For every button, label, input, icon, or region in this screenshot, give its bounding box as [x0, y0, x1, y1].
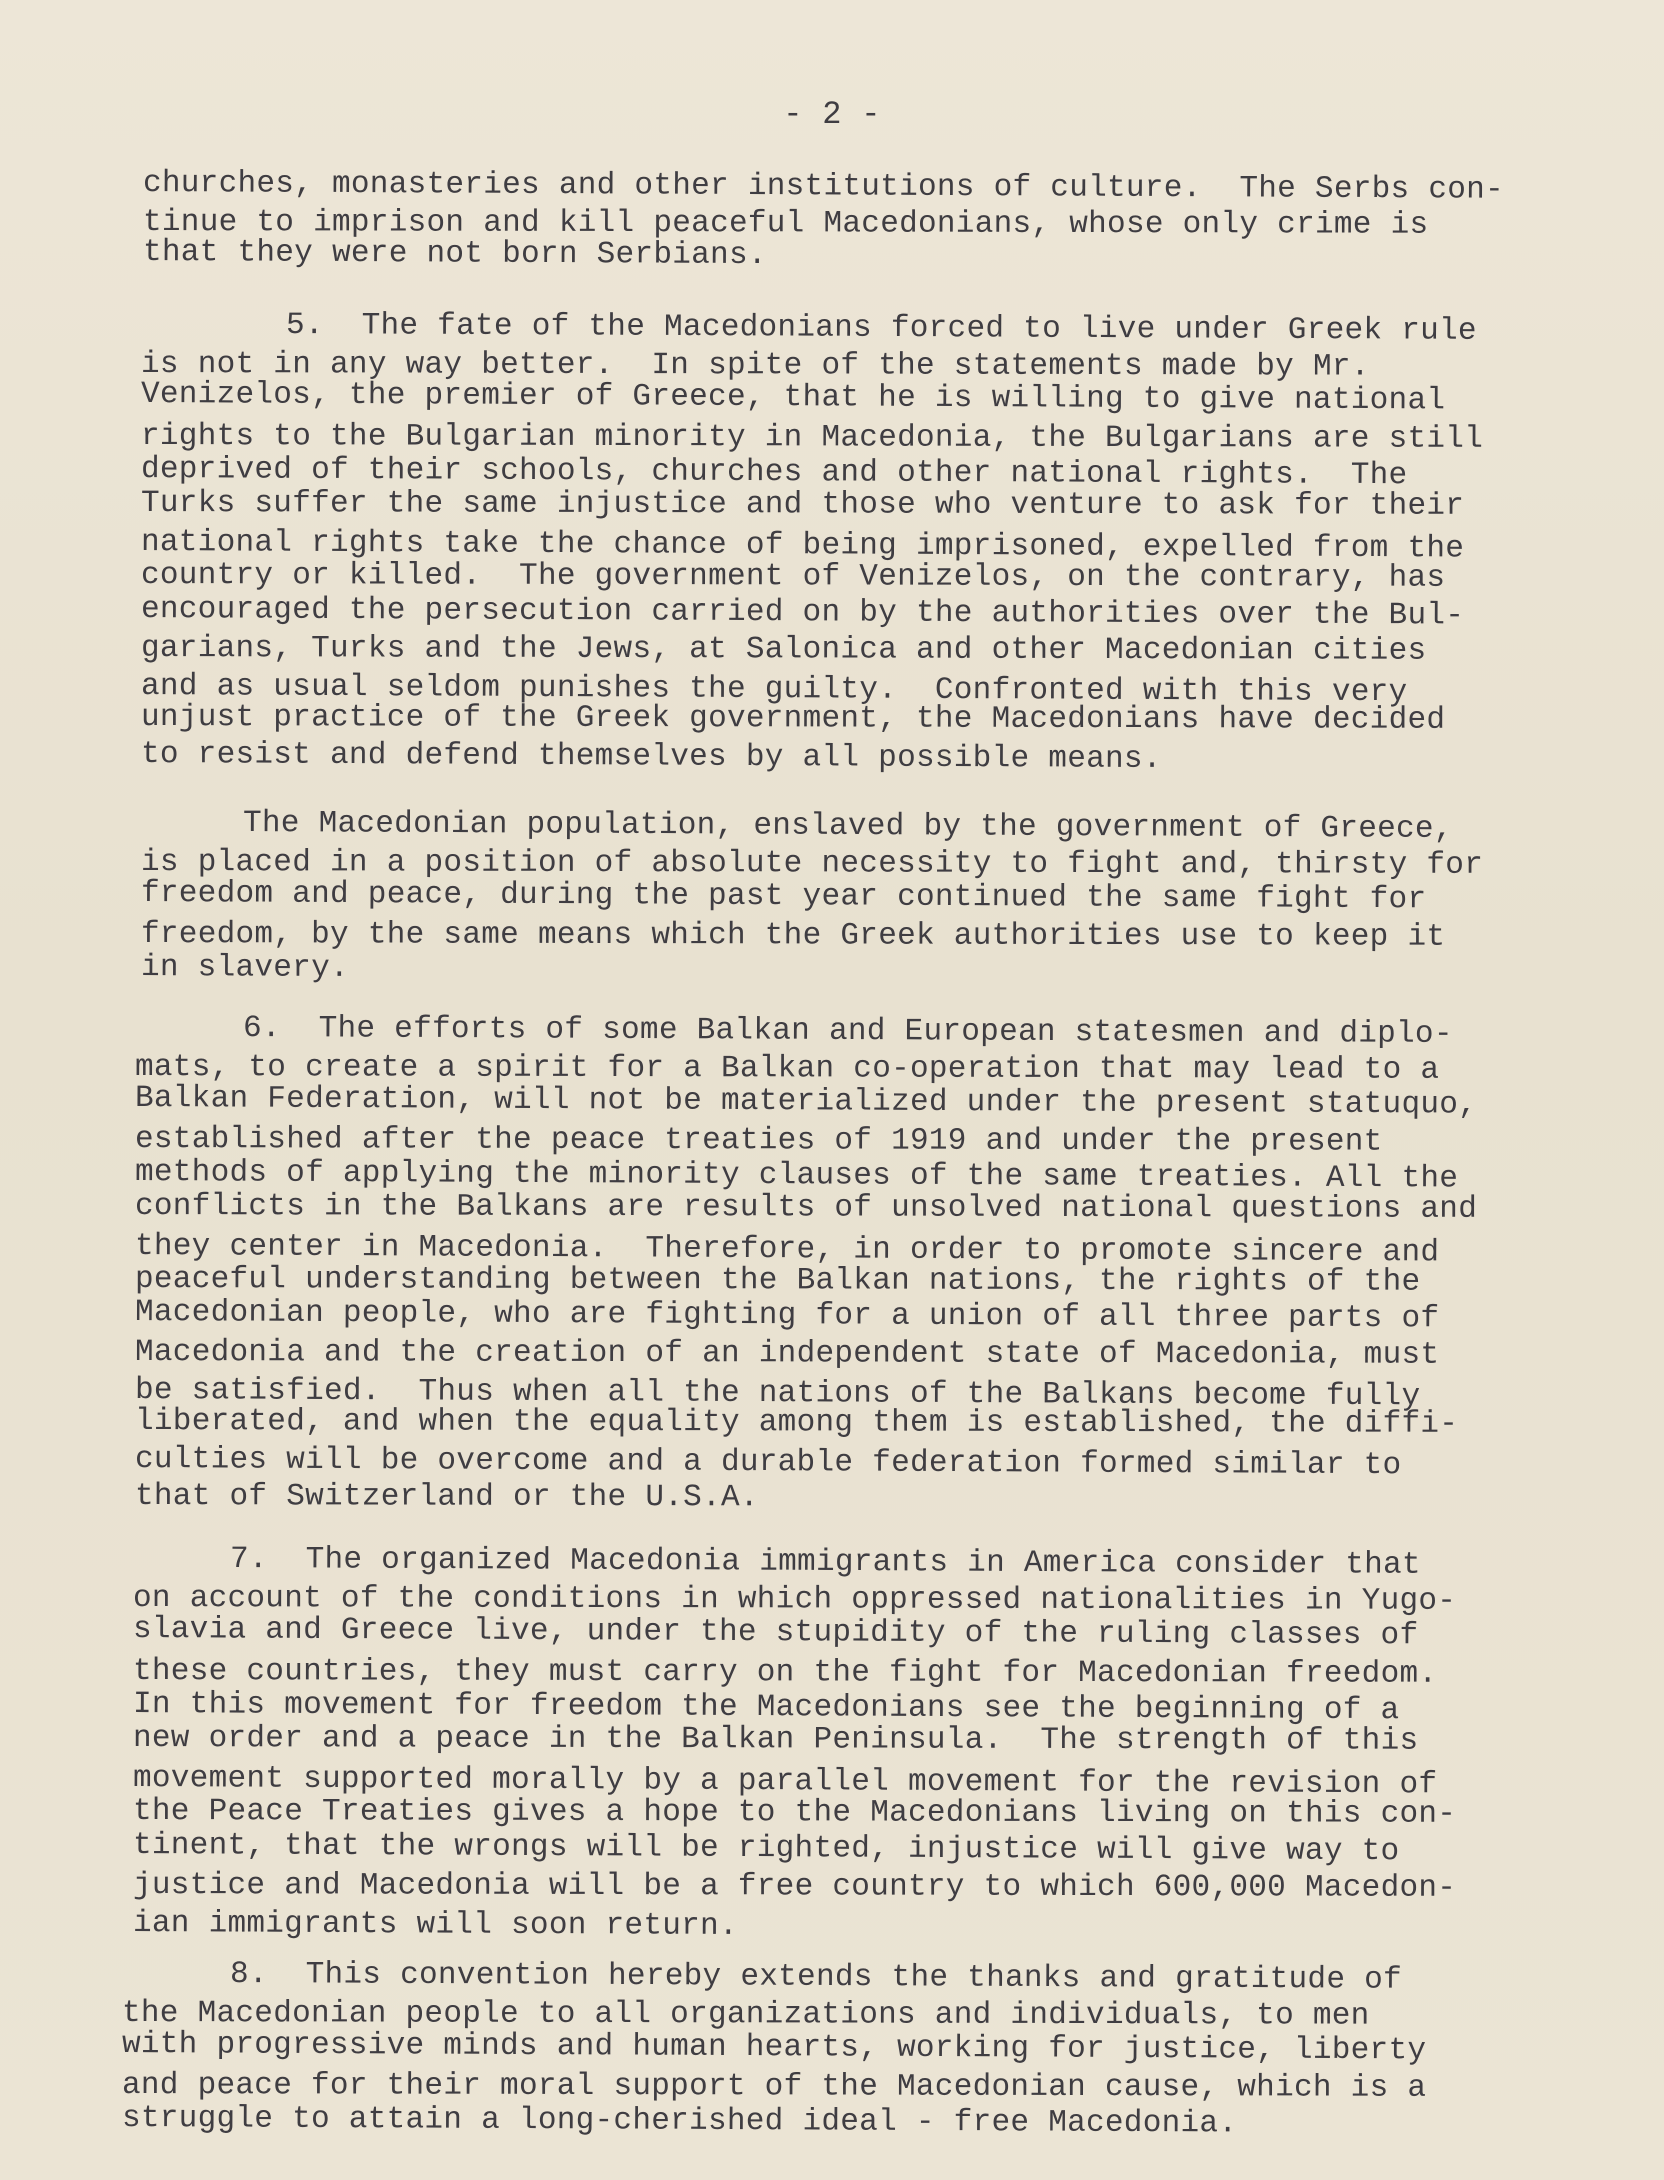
- text-line: liberated, and when the equality among them is established, the diffi-: [134, 1403, 1459, 1442]
- text-line: In this movement for freedom the Macedonians see the beginning of a: [132, 1687, 1400, 1729]
- text-line: Macedonian people, who are fighting for a union of all three parts of: [134, 1295, 1440, 1337]
- text-line: deprived of their schools, churches and other national rights. The: [140, 451, 1408, 493]
- text-line: they center in Macedonia. Therefore, in order to promote sincere and: [134, 1228, 1440, 1271]
- text-line: 7. The organized Macedonia immigrants in America consider that: [229, 1542, 1421, 1583]
- text-line: freedom and peace, during the past year continued the same fight for: [140, 875, 1427, 917]
- text-line: is placed in a position of absolute necessity to fight and, thirsty for: [140, 844, 1484, 883]
- text-line: justice and Macedonia will be a free country to which 600,000 Macedon-: [132, 1868, 1457, 1906]
- text-line: Balkan Federation, will not be materialized under the present statuquo,: [134, 1080, 1478, 1123]
- text-line: ian immigrants will soon return.: [132, 1906, 738, 1944]
- text-line: that they were not born Serbians.: [142, 235, 767, 274]
- page-number: - 2 -: [783, 96, 881, 133]
- text-line: these countries, they must carry on the fight for Macedonian freedom.: [132, 1654, 1438, 1692]
- text-line: 6. The efforts of some Balkan and European statesmen and diplo-: [242, 1011, 1453, 1052]
- text-line: 5. The fate of the Macedonians forced to live under Greek rule: [285, 308, 1477, 349]
- text-line: on account of the conditions in which oppressed nationalities in Yugo-: [132, 1581, 1457, 1619]
- text-line: freedom, by the same means which the Greek authorities use to keep it: [140, 917, 1446, 956]
- text-line: slavia and Greece live, under the stupidity of the ruling classes of: [132, 1612, 1419, 1654]
- text-line: The Macedonian population, enslaved by the government of Greece,: [242, 806, 1453, 847]
- text-line: movement supported morally by a parallel movement for the revision of: [132, 1761, 1438, 1803]
- text-line: with progressive minds and human hearts, working for justice, liberty: [121, 2026, 1427, 2068]
- text-line: Venizelos, the premier of Greece, that he is willing to give national: [140, 377, 1446, 419]
- text-line: methods of applying the minority clauses of the same treaties. All the: [134, 1155, 1459, 1197]
- text-line: 8. This convention hereby extends the thanks and gratitude of: [229, 1957, 1403, 1998]
- text-line: struggle to attain a long-cherished ideal - free Macedonia.: [121, 2101, 1238, 2142]
- text-line: the Peace Treaties gives a hope to the Macedonians living on this con-: [132, 1794, 1457, 1832]
- text-line: and peace for their moral support of the Macedonian cause, which is a: [121, 2068, 1427, 2107]
- text-line: that of Switzerland or the U.S.A.: [134, 1479, 759, 1516]
- text-line: conflicts in the Balkans are results of unsolved national questions and: [134, 1189, 1478, 1227]
- text-line: Macedonia and the creation of an independent state of Macedonia, must: [134, 1335, 1440, 1373]
- text-line: culties will be overcome and a durable federation formed similar to: [134, 1441, 1402, 1483]
- text-line: established after the peace treaties of 1919 and under the present: [134, 1122, 1383, 1161]
- text-line: is not in any way better. In spite of the statements made by Mr.: [140, 346, 1370, 385]
- text-line: and as usual seldom punishes the guilty. Confronted with this very: [140, 669, 1408, 711]
- text-line: in slavery.: [140, 950, 350, 987]
- text-line: the Macedonian people to all organizations and individuals, to men: [121, 1995, 1370, 2034]
- text-line: be satisfied. Thus when all the nations of the Balkans become fully: [134, 1373, 1421, 1415]
- text-line: new order and a peace in the Balkan Peninsula. The strength of this: [132, 1721, 1419, 1759]
- text-line: garians, Turks and the Jews, at Salonica and other Macedonian cities: [140, 631, 1427, 669]
- text-line: Turks suffer the same injustice and those who venture to ask for their: [140, 485, 1465, 524]
- text-line: to resist and defend themselves by all possible means.: [140, 737, 1162, 778]
- text-line: country or killed. The government of Venizelos, on the contrary, has: [140, 557, 1446, 596]
- text-line: national rights take the chance of being imprisoned, expelled from the: [140, 525, 1465, 567]
- text-line: mats, to create a spirit for a Balkan co-operation that may lead to a: [134, 1049, 1440, 1088]
- text-line: churches, monasteries and other institutions of culture. The Serbs con-: [142, 166, 1505, 208]
- text-line: peaceful understanding between the Balkan nations, the rights of the: [134, 1261, 1421, 1300]
- text-line: unjust practice of the Greek government, the Macedonians have decided: [140, 699, 1446, 738]
- text-line: tinent, that the wrongs will be righted, injustice will give way to: [132, 1828, 1400, 1870]
- text-line: rights to the Bulgarian minority in Macedonia, the Bulgarians are still: [140, 419, 1484, 457]
- text-line: encouraged the persecution carried on by the authorities over the Bul-: [140, 591, 1465, 634]
- text-line: tinue to imprison and kill peaceful Macedonians, whose only crime is: [142, 204, 1429, 243]
